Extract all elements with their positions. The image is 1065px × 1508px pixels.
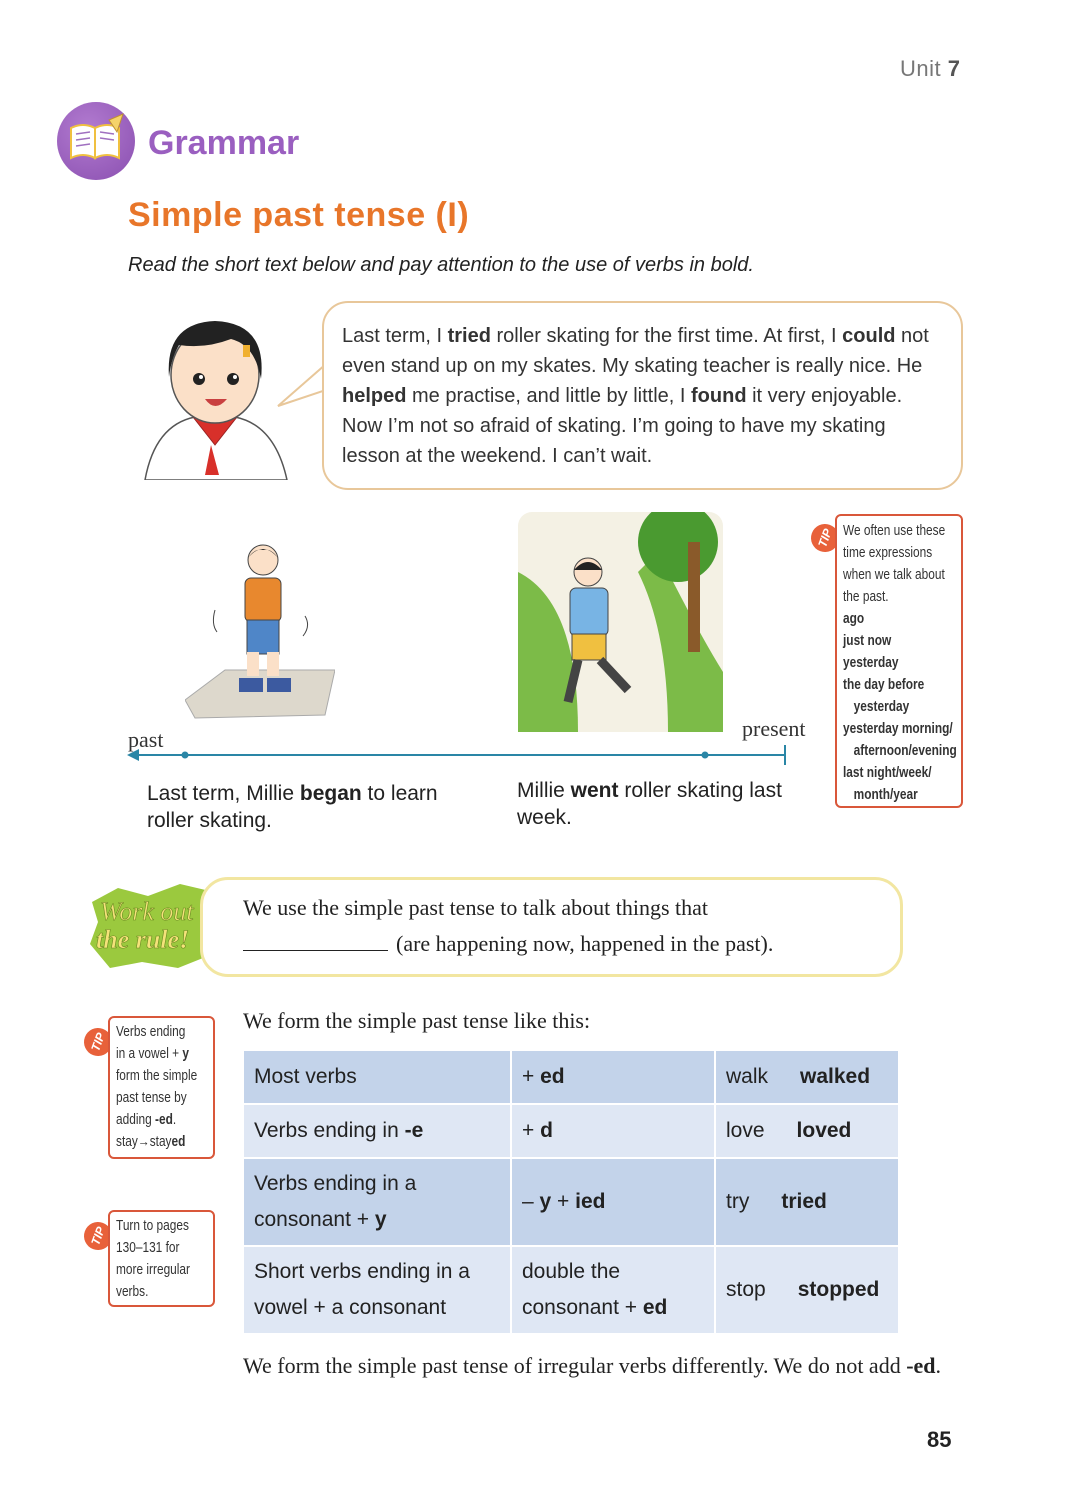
bubble-segment: Last term, I [342,325,448,347]
badge-line-2: the rule! [96,925,190,954]
rule-sentence-line-1: We use the simple past tense to talk about things that [243,895,709,920]
tip-expression-list [843,608,955,806]
tip-tag-icon: TIP [807,520,843,556]
bubble-segment: it very enjoyable. Now I’m not so afraid of skating. I’m going to have my skating lesson at the weekend. I can’t wait. [342,385,903,467]
bubble-segment: roller skating for the first time. At first, I [490,325,843,347]
time-expression: the day before [843,677,925,693]
timeline-past-label: past [128,727,164,752]
instruction-text: Read the short text below and pay attention to the use of verbs in bold. [128,254,754,276]
speech-bubble-tail [276,360,326,410]
girl-illustration [135,305,295,480]
bold-verb: helped [342,385,407,407]
rule-cell: Short verbs ending in a vowel + a consonant [244,1247,510,1333]
millie-learning-skating-illustration [185,540,335,720]
table-row [244,1247,898,1333]
time-expression: yesterday [843,655,899,671]
table-row [244,1159,898,1245]
change-cell: – y + ied [512,1159,714,1245]
irregular-verbs-note: We form the simple past tense of irregular verbs differently. We do not add -ed. [243,1353,942,1378]
example-cell: try tried [716,1159,898,1245]
change-cell: double the consonant + ed [512,1247,714,1333]
rule-sentence-line-2: (are happening now, happened in the past). [243,931,773,957]
formation-intro: We form the simple past tense like this: [243,1008,591,1033]
bold-verb: could [842,325,896,347]
rule-answer-blank[interactable] [243,932,388,951]
change-cell: + d [512,1105,714,1157]
rule-cell: Verbs ending in a consonant + y [244,1159,510,1245]
rule-cell: Verbs ending in -e [244,1105,510,1157]
timeline-caption-left: Last term, Millie began to learn roller skating. [147,782,438,832]
bold-verb: tried [447,325,491,347]
tip-intro-line: the past. [843,589,889,605]
verb-formation-table [242,1049,900,1335]
millie-roller-skating-park-illustration [518,512,723,732]
bubble-segment: me practise, and little by little, I [406,385,692,407]
section-label: Grammar [148,124,300,162]
unit-number: 7 [947,56,961,81]
badge-line-1: Work out [100,897,194,926]
time-expression: just now [843,633,892,649]
tip-irregular-pages: Turn to pages 130–131 for more irregular verbs. [108,1210,215,1307]
time-expression: last night/week/ [843,765,932,781]
unit-label: Unit 7 [900,56,961,81]
time-expression: yesterday morning/ [843,721,953,737]
timeline-caption-right: Millie went roller skating last week. [517,779,782,829]
bubble-segment: not even stand up on my skates. My skating teacher is really nice. He [342,325,929,377]
tip-intro-line: when we talk about [843,567,945,583]
tip-tag-icon: TIP [80,1024,116,1060]
example-cell: walk walked [716,1051,898,1103]
tip-intro-line: time expressions [843,545,933,561]
tip-tag-icon: TIP [80,1218,116,1254]
table-row [244,1105,898,1157]
timeline [125,745,795,767]
open-book-icon [57,102,135,180]
tip-intro-line: We often use these [843,523,946,539]
change-cell: + ed [512,1051,714,1103]
page-number: 85 [927,1427,952,1452]
example-cell: love loved [716,1105,898,1157]
time-expression: month/year [853,787,918,803]
tip-vowel-y: Verbs ending in a vowel + y form the simple past tense by adding -ed. stay→stayed [108,1016,215,1159]
time-expression: yesterday [853,699,910,715]
time-expression: ago [843,611,865,627]
tip-time-expressions [835,514,963,808]
bold-verb: found [691,385,747,407]
speech-bubble-text [342,321,941,471]
tip-intro [843,520,955,608]
time-expression: afternoon/evening [853,743,957,759]
example-cell: stop stopped [716,1247,898,1333]
rule-box [200,877,903,977]
timeline-present-label: present [742,716,806,741]
table-row [244,1051,898,1103]
speech-bubble [322,301,963,490]
lesson-title: Simple past tense (I) [128,196,470,234]
rule-cell: Most verbs [244,1051,510,1103]
